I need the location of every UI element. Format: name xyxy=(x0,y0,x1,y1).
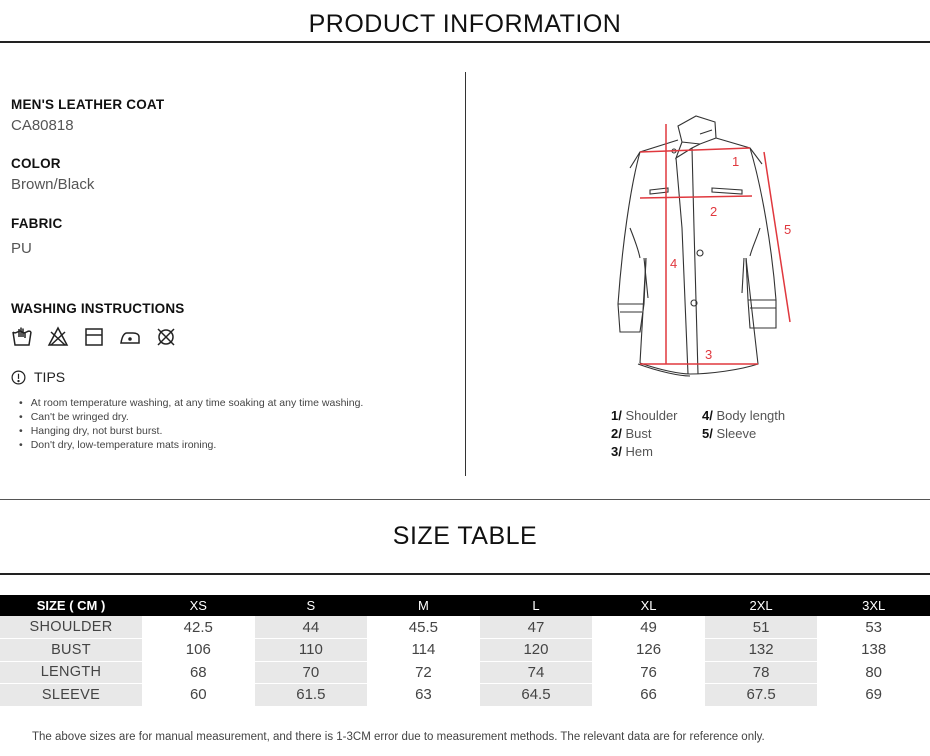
divider xyxy=(0,573,930,575)
table-cell: 106 xyxy=(142,639,255,662)
table-cell: 78 xyxy=(705,661,818,684)
table-cell: 44 xyxy=(255,616,368,639)
table-cell: 45.5 xyxy=(367,616,480,639)
tips-heading xyxy=(11,369,65,385)
size-table-title: SIZE TABLE xyxy=(392,522,538,550)
hang-dry-icon xyxy=(83,326,105,348)
table-cell: 42.5 xyxy=(142,616,255,639)
product-info-title: PRODUCT INFORMATION xyxy=(308,10,622,38)
header-cell: 3XL xyxy=(817,595,930,616)
header-cell: XS xyxy=(142,595,255,616)
legend-item-sleeve: 5/ Sleeve xyxy=(702,426,757,441)
tip-item: • At room temperature washing, at any time soaking at any time washing. xyxy=(19,396,363,410)
no-bleach-icon xyxy=(47,326,69,348)
table-row xyxy=(0,661,930,684)
washing-icons xyxy=(11,326,177,348)
table-cell: 51 xyxy=(705,616,818,639)
table-cell: 67.5 xyxy=(705,684,818,707)
table-cell: 76 xyxy=(592,661,705,684)
table-cell: 64.5 xyxy=(480,684,593,707)
table-cell: 49 xyxy=(592,616,705,639)
mark-1: 1 xyxy=(732,154,740,169)
mark-3: 3 xyxy=(705,347,713,362)
header-cell: 2XL xyxy=(705,595,818,616)
size-table xyxy=(0,595,930,707)
info-icon xyxy=(11,370,26,385)
table-cell: 74 xyxy=(480,661,593,684)
iron-low-icon xyxy=(119,326,141,348)
color-value: Brown/Black xyxy=(11,176,95,193)
header-cell: M xyxy=(367,595,480,616)
table-cell: 70 xyxy=(255,661,368,684)
table-cell: 60 xyxy=(142,684,255,707)
row-label: LENGTH xyxy=(0,661,142,684)
table-cell: 132 xyxy=(705,639,818,662)
table-cell: 110 xyxy=(255,639,368,662)
mark-2: 2 xyxy=(710,204,718,219)
header-cell: XL xyxy=(592,595,705,616)
product-code: CA80818 xyxy=(11,117,74,134)
table-cell: 47 xyxy=(480,616,593,639)
legend-item-shoulder: 1/ Shoulder xyxy=(611,408,678,423)
table-row xyxy=(0,639,930,662)
table-cell: 120 xyxy=(480,639,593,662)
table-cell: 68 xyxy=(142,661,255,684)
table-row xyxy=(0,616,930,639)
row-label: SLEEVE xyxy=(0,684,142,707)
row-label: SHOULDER xyxy=(0,616,142,639)
table-cell: 138 xyxy=(817,639,930,662)
row-label: BUST xyxy=(0,639,142,662)
legend-item-hem: 3/ Hem xyxy=(611,444,653,459)
fabric-value: PU xyxy=(11,240,32,257)
divider xyxy=(0,499,930,500)
table-cell: 80 xyxy=(817,661,930,684)
no-dry-clean-icon xyxy=(155,326,177,348)
product-name: MEN'S LEATHER COAT xyxy=(11,97,165,112)
tips-list xyxy=(19,396,363,452)
table-cell: 63 xyxy=(367,684,480,707)
column-divider xyxy=(465,72,466,476)
table-cell: 53 xyxy=(817,616,930,639)
mark-4: 4 xyxy=(670,256,678,271)
legend-item-bust: 2/ Bust xyxy=(611,426,652,441)
mark-5: 5 xyxy=(784,222,792,237)
table-cell: 126 xyxy=(592,639,705,662)
table-row xyxy=(0,684,930,707)
tips-label: TIPS xyxy=(34,369,66,385)
color-label: COLOR xyxy=(11,156,61,171)
footnote: The above sizes are for manual measurement, and there is 1-3CM error due to measurement methods. The relevant data are for reference only. xyxy=(32,731,765,743)
size-table-header xyxy=(0,595,930,616)
tip-item: • Don't dry, low-temperature mats ironing. xyxy=(19,438,363,452)
tip-item: • Can't be wringed dry. xyxy=(19,410,363,424)
tip-item: • Hanging dry, not burst burst. xyxy=(19,424,363,438)
coat-diagram xyxy=(600,108,800,383)
header-cell: L xyxy=(480,595,593,616)
table-cell: 69 xyxy=(817,684,930,707)
washing-label: WASHING INSTRUCTIONS xyxy=(11,301,185,316)
fabric-label: FABRIC xyxy=(11,216,63,231)
hand-wash-icon xyxy=(11,326,33,348)
header-cell: S xyxy=(255,595,368,616)
legend-item-body-length: 4/ Body length xyxy=(702,408,786,423)
table-cell: 61.5 xyxy=(255,684,368,707)
divider xyxy=(0,41,930,43)
table-cell: 66 xyxy=(592,684,705,707)
header-cell: SIZE ( CM ) xyxy=(0,595,142,616)
table-cell: 72 xyxy=(367,661,480,684)
table-cell: 114 xyxy=(367,639,480,662)
